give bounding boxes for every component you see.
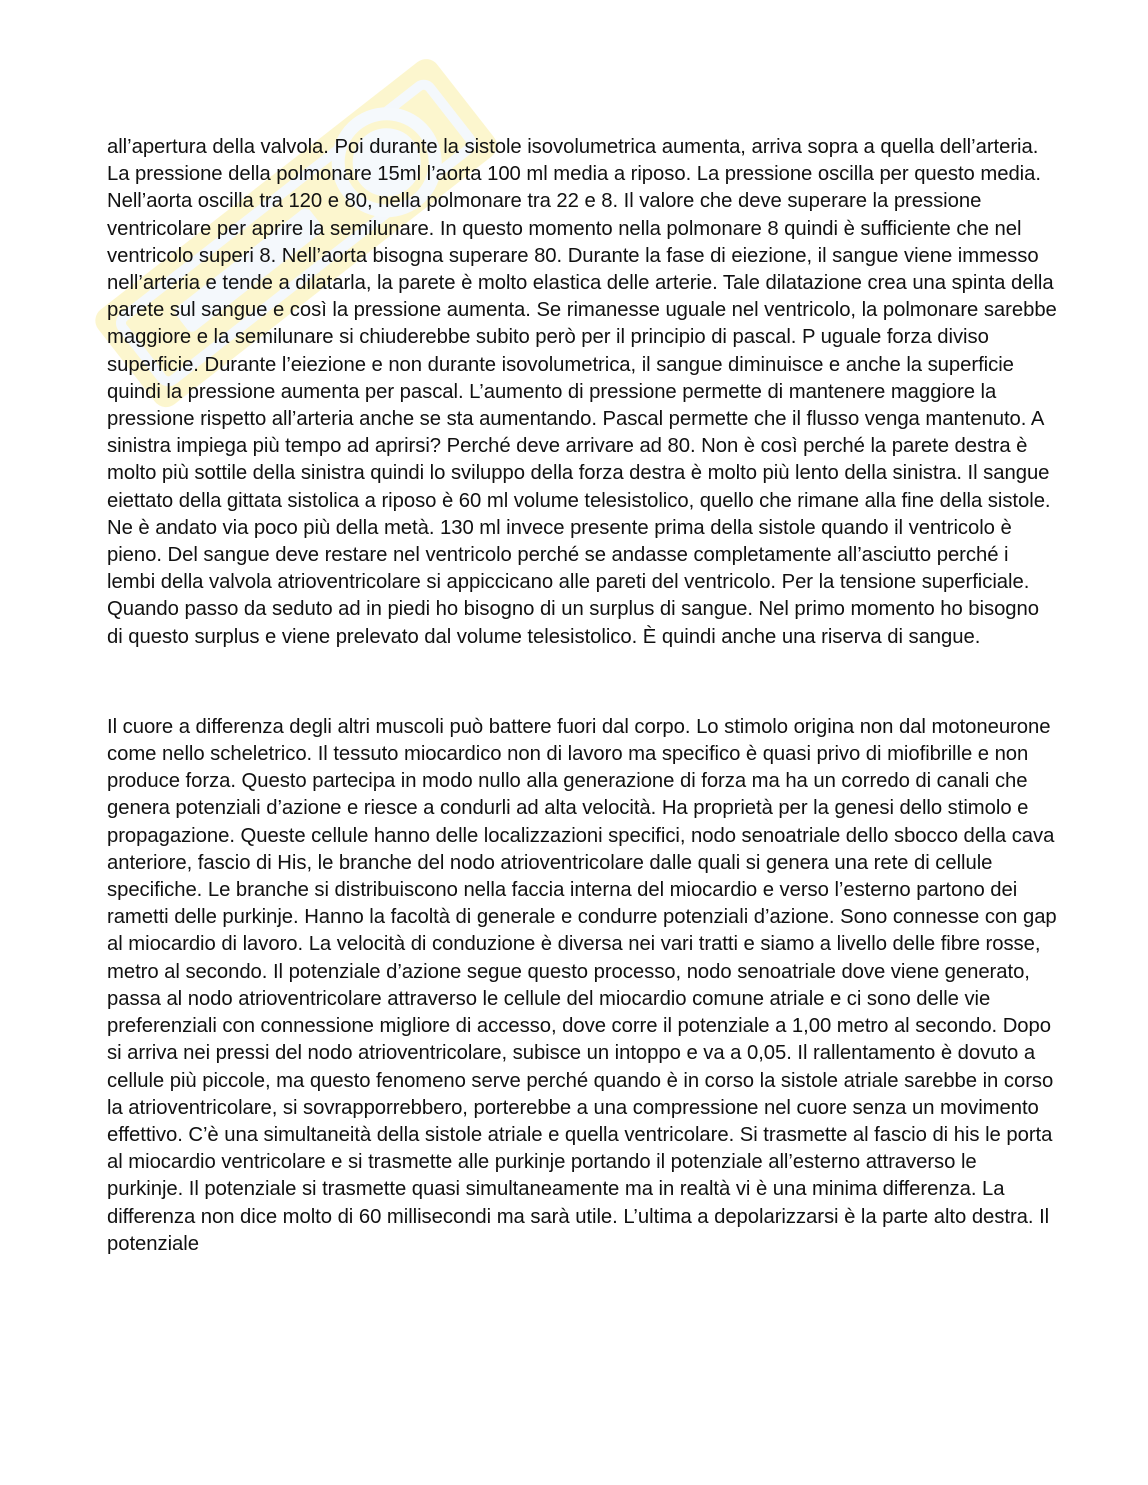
paragraph-pressure-phases: all’apertura della valvola. Poi durante la sistole isovolumetrica aumenta, arriva sopra a quella dell’arteria. La pressione della polmonare 15ml l’aorta 100 ml media a riposo. La pressione oscilla per questo media. Nell’aorta oscilla tra 120 e 80, nella polmonare tra 22 e 8. Il valore che deve superare la pressione ventricolare per aprire la semilunare. In questo momento nella polmonare 8 quindi è sufficiente che nel ventricolo superi 8. Nell’aorta bisogna superare 80. Durante la fase di eiezione, il sangue viene immesso nell’arteria e tende a dilatarla, la parete è molto elastica delle arterie. Tale dilatazione crea una spinta della parete sul sangue e così la pressione aumenta. Se rimanesse uguale nel ventricolo, la polmonare sarebbe maggiore e la semilunare si chiuderebbe subito però per il principio di pascal. P uguale forza diviso superficie. Durante l’eiezione e non durante isovolumetrica, il sangue diminuisce e anche la superficie quindi la pressione aumenta per pascal. L’aumento di pressione permette di mantenere maggiore la pressione rispetto all’arteria anche se sta aumentando. Pascal permette che il flusso venga mantenuto. A sinistra impiega più tempo ad aprirsi? Perché deve arrivare ad 80. Non è così perché la parete destra è molto più sottile della sinistra quindi lo sviluppo della forza destra è molto più lento della sinistra. Il sangue eiettato della gittata sistolica a riposo è 60 ml volume telesistolico, quello che rimane alla fine della sistole. Ne è andato via poco più della metà. 130 ml invece presente prima della sistole quando il ventricolo è pieno. Del sangue deve restare nel ventricolo perché se andasse completamente all’asciutto perché i lembi della valvola atrioventricolare si appiccicano alle pareti del ventricolo. Per la tensione superficiale. Quando passo da seduto ad in piedi ho bisogno di un surplus di sangue. Nel primo momento ho bisogno di questo surplus e viene prelevato dal volume telesistolico. È quindi anche una riserva di sangue. bbox=[107, 136, 1057, 648]
document-page bbox=[107, 134, 1057, 1258]
paragraph-cardiac-conduction: Il cuore a differenza degli altri muscoli può battere fuori dal corpo. Lo stimolo origina non dal motoneurone come nello scheletrico. Il tessuto miocardico non di lavoro ma specifico è quasi privo di miofibrille e non produce forza. Questo partecipa in modo nullo alla generazione di forza ma ha un corredo di canali che genera potenziali d’azione e riesce a condurli ad alta velocità. Ha proprietà per la genesi dello stimolo e propagazione. Queste cellule hanno delle localizzazioni specifici, nodo senoatriale dello sbocco della cava anteriore, fascio di His, le branche del nodo atrioventricolare dalle quali si genera una rete di cellule specifiche. Le branche si distribuiscono nella faccia interna del miocardio e verso l’esterno partono dei rametti delle purkinje. Hanno la facoltà di generale e condurre potenziali d’azione. Sono connesse con gap al miocardio di lavoro. La velocità di conduzione è diversa nei vari tratti e siamo a livello delle fibre rosse, metro al secondo. Il potenziale d’azione segue questo processo, nodo senoatriale dove viene generato, passa al nodo atrioventricolare attraverso le cellule del miocardio comune atriale e ci sono delle vie preferenziali con connessione migliore di accesso, dove corre il potenziale a 1,00 metro al secondo. Dopo si arriva nei pressi del nodo atrioventricolare, subisce un intoppo e va a 0,05. Il rallentamento è dovuto a cellule più piccole, ma questo fenomeno serve perché quando è in corso la sistole atriale sarebbe in corso la atrioventricolare, si sovrapporrebbero, porterebbe a una compressione nel cuore senza un movimento effettivo. C’è una simultaneità della sistole atriale e quella ventricolare. Si trasmette al fascio di his le porta al miocardio ventricolare e si trasmette alle purkinje portando il potenziale all’esterno attraverso le purkinje. Il potenziale si trasmette quasi simultaneamente ma in realtà vi è una minima differenza. La differenza non dice molto di 60 millisecondi ma sarà utile. L’ultima a depolarizzarsi è la parte alto destra. Il potenziale bbox=[107, 715, 1057, 1255]
